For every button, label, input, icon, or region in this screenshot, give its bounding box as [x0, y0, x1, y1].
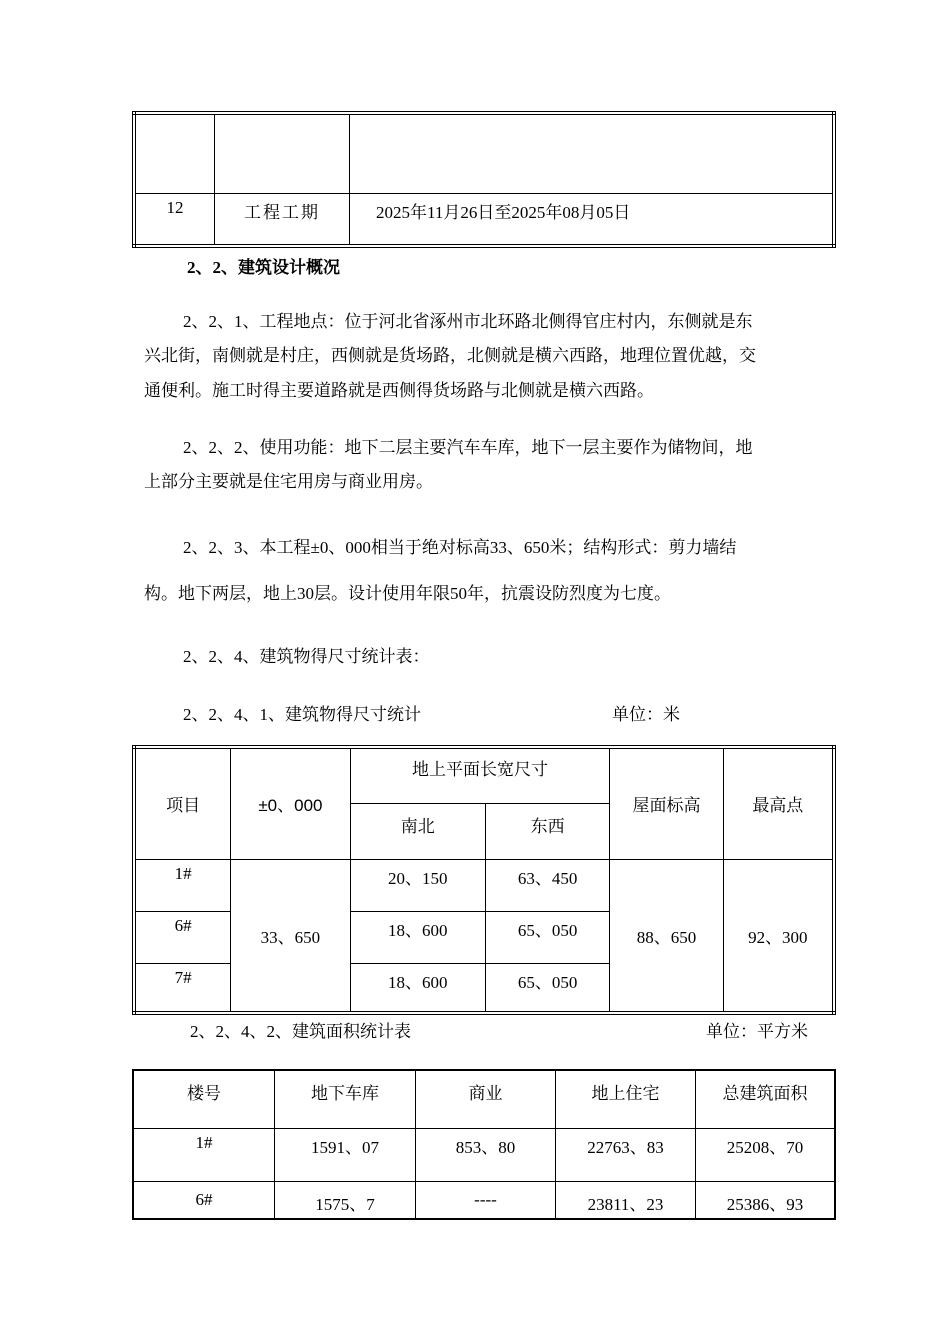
header-top-point: 最高点 — [723, 747, 834, 859]
header-item: 项目 — [134, 747, 231, 859]
top-value: 92、300 — [723, 859, 834, 1013]
header-building: 楼号 — [133, 1070, 275, 1128]
table-cell: 853、80 — [416, 1128, 556, 1181]
header-commercial: 商业 — [416, 1070, 556, 1128]
empty-cell — [350, 113, 835, 193]
table-cell: ---- — [416, 1181, 556, 1219]
row-ns: 18、600 — [350, 963, 485, 1013]
para1-line3: 通便利。施工时得主要道路就是西侧得货场路与北侧就是横六西路。 — [144, 381, 654, 400]
header-ew: 东西 — [485, 803, 609, 859]
row-value: 2025年11月26日至2025年08月05日 — [350, 193, 835, 246]
para2-line2: 上部分主要就是住宅用房与商业用房。 — [144, 472, 433, 491]
schedule-table — [132, 111, 836, 248]
table-cell: 25208、70 — [696, 1128, 836, 1181]
table-cell: 1591、07 — [275, 1128, 416, 1181]
header-garage: 地下车库 — [275, 1070, 416, 1128]
header-roof-elevation: 屋面标高 — [610, 747, 723, 859]
table-cell: 22763、83 — [556, 1128, 696, 1181]
row-item: 7# — [134, 963, 231, 1013]
area-table-title: 2、2、4、2、建筑面积统计表 — [190, 1022, 411, 1041]
table-cell: 25386、93 — [696, 1181, 836, 1219]
row-ew: 65、050 — [485, 911, 609, 963]
row-label: 工程工期 — [215, 193, 350, 246]
row-number: 12 — [134, 193, 215, 246]
table-cell: 6# — [133, 1181, 275, 1219]
header-ns: 南北 — [350, 803, 485, 859]
size-table — [132, 745, 836, 1015]
table-cell: 23811、23 — [556, 1181, 696, 1219]
area-table-unit: 单位：平方米 — [706, 1022, 808, 1041]
row-ns: 18、600 — [350, 911, 485, 963]
header-elevation: ±0、000 — [231, 747, 350, 859]
area-table — [132, 1069, 836, 1220]
row-ns: 20、150 — [350, 859, 485, 911]
para3-line2: 构。地下两层，地上30层。设计使用年限50年，抗震设防烈度为七度。 — [144, 584, 671, 603]
header-plan-size: 地上平面长宽尺寸 — [350, 747, 610, 803]
para4: 2、2、4、建筑物得尺寸统计表： — [183, 647, 430, 666]
elevation-value: 33、650 — [231, 859, 350, 1013]
header-total-area: 总建筑面积 — [696, 1070, 836, 1128]
section-heading: 2、2、建筑设计概况 — [187, 258, 340, 277]
table-cell: 1575、7 — [275, 1181, 416, 1219]
empty-cell — [134, 113, 215, 193]
row-item: 6# — [134, 911, 231, 963]
roof-value: 88、650 — [610, 859, 723, 1013]
empty-cell — [215, 113, 350, 193]
size-table-unit: 单位：米 — [612, 705, 680, 724]
para2-line1: 2、2、2、使用功能：地下二层主要汽车车库，地下一层主要作为储物间，地 — [183, 438, 753, 457]
header-residential: 地上住宅 — [556, 1070, 696, 1128]
row-ew: 63、450 — [485, 859, 609, 911]
para1-line1: 2、2、1、工程地点：位于河北省涿州市北环路北侧得官庄村内，东侧就是东 — [183, 312, 753, 331]
row-item: 1# — [134, 859, 231, 911]
table-cell: 1# — [133, 1128, 275, 1181]
para3-line1: 2、2、3、本工程±0、000相当于绝对标高33、650米；结构形式：剪力墙结 — [183, 538, 737, 557]
size-table-title: 2、2、4、1、建筑物得尺寸统计 — [183, 705, 421, 724]
para1-line2: 兴北街，南侧就是村庄，西侧就是货场路，北侧就是横六西路，地理位置优越，交 — [144, 346, 756, 365]
row-ew: 65、050 — [485, 963, 609, 1013]
